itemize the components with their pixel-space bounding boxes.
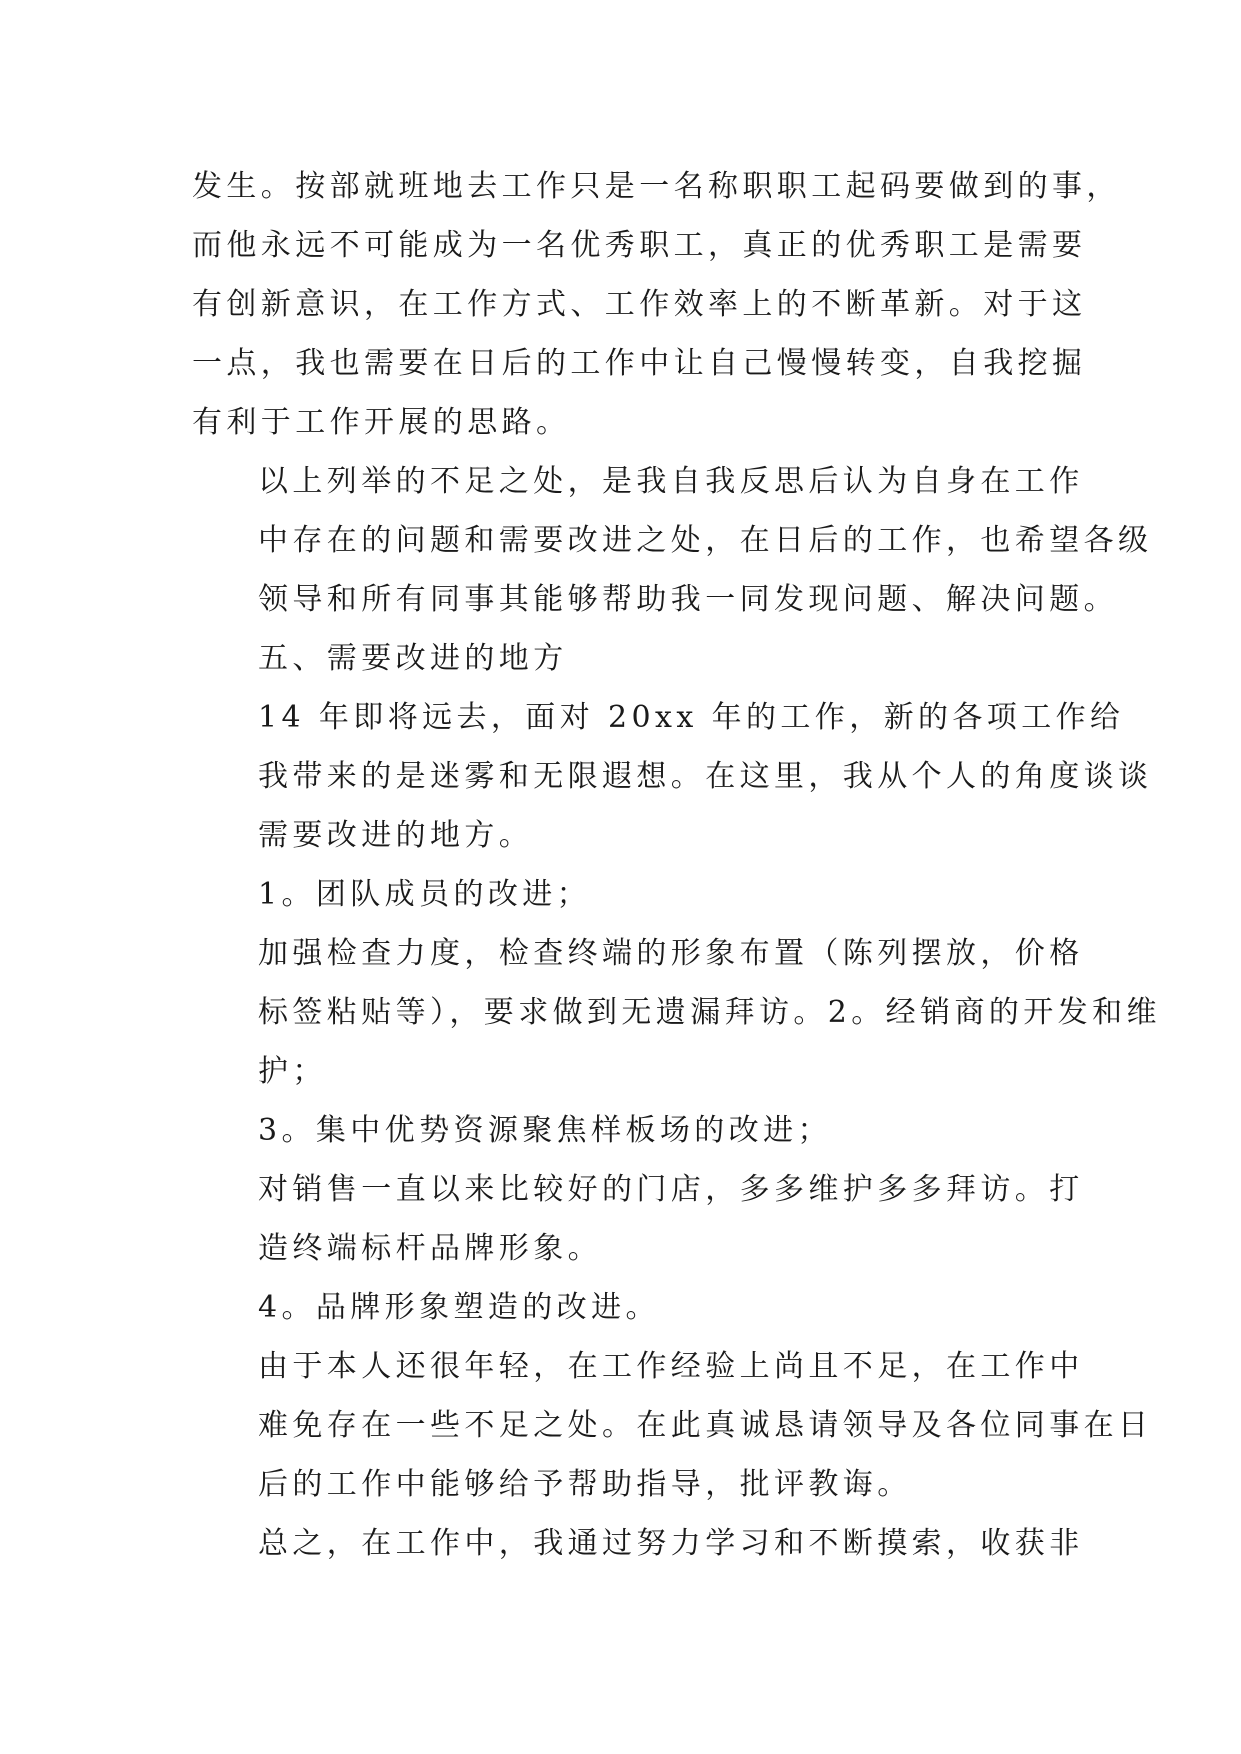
list-item-4 — [192, 1278, 1072, 1337]
text-line: 需要改进的地方。 — [258, 818, 534, 853]
paragraph-6 — [192, 924, 1161, 1101]
heading-line: 五、需要改进的地方 — [258, 641, 568, 676]
text-line: 4。品牌形象塑造的改进。 — [258, 1290, 660, 1325]
paragraph-8 — [192, 1160, 1084, 1278]
document-body — [192, 157, 1161, 1573]
text-line: 护； — [258, 1054, 327, 1089]
text-line: 难免存在一些不足之处。在此真诚恳请领导及各位同事在日 — [258, 1408, 1153, 1443]
text-line: 而他永远不可能成为一名优秀职工，真正的优秀职工是需要 — [192, 228, 1087, 263]
text-line: 发生。按部就班地去工作只是一名称职职工起码要做到的事， — [192, 169, 1121, 204]
paragraph-1 — [192, 157, 1121, 452]
text-line: 有创新意识，在工作方式、工作效率上的不断革新。对于这 — [192, 287, 1087, 322]
text-line: 对销售一直以来比较好的门店，多多维护多多拜访。打 — [258, 1172, 1084, 1207]
paragraph-4 — [192, 688, 1153, 865]
text-line: 一点，我也需要在日后的工作中让自己慢慢转变，自我挖掘 — [192, 346, 1087, 381]
paragraph-2 — [192, 452, 1153, 629]
section-heading — [192, 629, 1072, 688]
text-line: 由于本人还很年轻，在工作经验上尚且不足，在工作中 — [258, 1349, 1084, 1384]
text-line: 14 年即将远去，面对 20xx 年的工作，新的各项工作给 — [258, 700, 1125, 735]
text-line: 后的工作中能够给予帮助指导，批评教诲。 — [258, 1467, 912, 1502]
paragraph-10 — [192, 1337, 1153, 1514]
text-line: 标签粘贴等），要求做到无遗漏拜访。2。经销商的开发和维 — [258, 995, 1161, 1030]
text-line: 3。集中优势资源聚焦样板场的改进； — [258, 1113, 832, 1148]
text-line: 造终端标杆品牌形象。 — [258, 1231, 602, 1266]
text-line: 中存在的问题和需要改进之处，在日后的工作，也希望各级 — [258, 523, 1153, 558]
paragraph-11 — [192, 1514, 1084, 1573]
text-line: 领导和所有同事其能够帮助我一同发现问题、解决问题。 — [258, 582, 1118, 617]
text-line: 我带来的是迷雾和无限遐想。在这里，我从个人的角度谈谈 — [258, 759, 1153, 794]
list-item-3 — [192, 1101, 1072, 1160]
list-item-1 — [192, 865, 1072, 924]
text-line: 以上列举的不足之处，是我自我反思后认为自身在工作 — [258, 464, 1084, 499]
text-line: 有利于工作开展的思路。 — [192, 405, 571, 440]
text-line: 加强检查力度，检查终端的形象布置（陈列摆放，价格 — [258, 936, 1084, 971]
text-line: 1。团队成员的改进； — [258, 877, 592, 912]
text-line: 总之，在工作中，我通过努力学习和不断摸索，收获非 — [258, 1526, 1084, 1561]
